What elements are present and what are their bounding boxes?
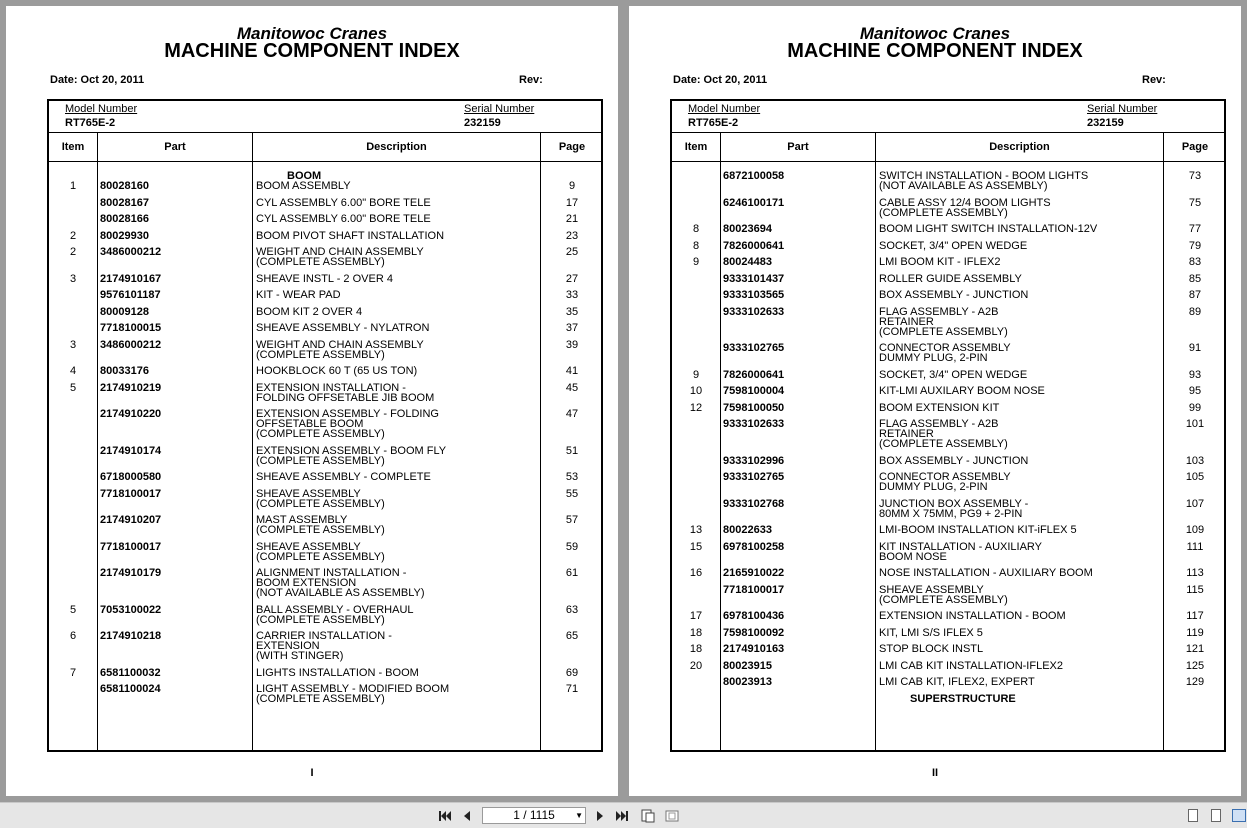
description-line: CONNECTOR ASSEMBLY — [879, 342, 1011, 354]
page-number: 89 — [1188, 305, 1202, 318]
description-line: (COMPLETE ASSEMBLY) — [879, 325, 1008, 338]
description-line: MAST ASSEMBLY — [256, 514, 348, 526]
description-line: LMI CAB KIT INSTALLATION-IFLEX2 — [879, 659, 1063, 672]
page-number: 105 — [1185, 471, 1205, 483]
item-number: 18 — [689, 643, 703, 655]
part-number: 80033176 — [100, 365, 149, 377]
page-number: 107 — [1185, 497, 1205, 510]
description-line: STOP BLOCK INSTL — [879, 643, 984, 655]
page-number: 111 — [1186, 540, 1204, 553]
divider — [672, 161, 1224, 162]
item-number: 4 — [69, 365, 77, 377]
section-heading: BOOM — [287, 170, 322, 182]
description-line: KIT - WEAR PAD — [256, 289, 341, 301]
part-number: 9333102633 — [723, 418, 785, 430]
description-line: EXTENSION INSTALLATION - BOOM — [879, 610, 1066, 622]
item-number: 8 — [692, 239, 700, 252]
description-line: OFFSETABLE BOOM — [256, 418, 364, 430]
serial-number-value: 232159 — [1087, 117, 1124, 129]
item-number: 16 — [689, 567, 703, 579]
description-line: (WITH STINGER) — [256, 650, 344, 662]
part-number: 2174910167 — [100, 272, 162, 285]
description-line: (COMPLETE ASSEMBLY) — [256, 524, 385, 536]
page-number: 113 — [1186, 567, 1204, 579]
page-number: 9 — [568, 180, 576, 192]
page-number: 21 — [565, 213, 579, 225]
part-number: 3486000212 — [100, 338, 162, 351]
part-number: 6872100058 — [723, 170, 785, 182]
rev-label: Rev: — [1142, 74, 1166, 86]
description-line: (COMPLETE ASSEMBLY) — [256, 550, 385, 563]
description-line: DUMMY PLUG, 2-PIN — [879, 481, 988, 493]
description-line: (COMPLETE ASSEMBLY) — [879, 593, 1008, 606]
page-number: 87 — [1188, 289, 1202, 301]
description-line: BOX ASSEMBLY - JUNCTION — [879, 289, 1029, 301]
page-number: 37 — [565, 322, 579, 334]
description-line: HOOKBLOCK 60 T (65 US TON) — [256, 365, 418, 377]
divider — [49, 132, 601, 133]
page-number: 95 — [1188, 385, 1202, 397]
page-number: 25 — [565, 246, 579, 258]
item-number: 5 — [69, 381, 77, 394]
serial-number-label: Serial Number — [1087, 103, 1158, 115]
description-line: BOOM ASSEMBLY — [256, 180, 351, 192]
component-table — [670, 99, 1226, 752]
part-number: 80024483 — [723, 256, 772, 268]
divider — [49, 161, 601, 162]
page-number: 35 — [565, 305, 579, 318]
part-number: 80029930 — [100, 229, 149, 242]
description-line: BOX ASSEMBLY - JUNCTION — [879, 454, 1029, 467]
description-line: KIT, LMI S/S IFLEX 5 — [879, 626, 983, 639]
item-number: 3 — [69, 272, 77, 285]
column-header-part: Part — [164, 141, 186, 153]
page-footer-number: II — [931, 767, 939, 779]
part-number: 7598100050 — [723, 401, 785, 414]
part-number: 2174910179 — [100, 567, 162, 579]
description-line: LIGHTS INSTALLATION - BOOM — [256, 666, 419, 679]
first-page-icon[interactable] — [437, 808, 453, 824]
part-number: 80028167 — [100, 196, 149, 209]
page-number: 55 — [565, 487, 579, 500]
description-line: FOLDING OFFSETABLE JIB BOOM — [256, 391, 435, 404]
page-number: 39 — [565, 338, 579, 351]
description-line: LMI CAB KIT, IFLEX2, EXPERT — [879, 676, 1035, 688]
column-header-item: Item — [684, 141, 708, 153]
part-number: 7826000641 — [723, 239, 785, 252]
description-line: ALIGNMENT INSTALLATION - — [256, 567, 407, 579]
document-page-left — [6, 6, 618, 796]
part-number: 7718100015 — [100, 322, 162, 334]
description-line: SHEAVE ASSEMBLY - NYLATRON — [256, 322, 430, 334]
page-number: 109 — [1185, 524, 1205, 536]
chevron-down-icon: ▼ — [575, 811, 583, 820]
part-number: 80028166 — [100, 213, 149, 225]
description-line: (COMPLETE ASSEMBLY) — [256, 693, 385, 705]
item-number: 5 — [69, 603, 77, 616]
description-line: (COMPLETE ASSEMBLY) — [256, 497, 385, 510]
description-line: BOOM PIVOT SHAFT INSTALLATION — [256, 229, 445, 242]
date-label: Date: Oct 20, 2011 — [50, 74, 145, 86]
part-number: 7598100092 — [723, 626, 785, 639]
brand-name: Manitowoc Cranes — [236, 24, 388, 43]
column-header-item: Item — [61, 141, 85, 153]
page-number: 63 — [565, 603, 579, 616]
item-number: 6 — [69, 630, 77, 642]
page-number: 125 — [1185, 659, 1205, 672]
item-number: 7 — [69, 666, 77, 679]
item-number: 13 — [689, 524, 703, 536]
description-line: RETAINER — [879, 315, 934, 328]
page-number: 61 — [565, 567, 579, 579]
model-number-label: Model Number — [65, 103, 138, 115]
serial-number-label: Serial Number — [464, 103, 535, 115]
description-line: (COMPLETE ASSEMBLY) — [256, 454, 385, 467]
part-number: 80009128 — [100, 305, 149, 318]
item-number: 8 — [692, 223, 700, 235]
description-line: SHEAVE INSTL - 2 OVER 4 — [256, 272, 393, 285]
part-number: 3486000212 — [100, 246, 162, 258]
item-number: 17 — [689, 610, 703, 622]
part-number: 2174910174 — [100, 444, 162, 457]
page-number: 57 — [565, 514, 579, 526]
part-number: 80023694 — [723, 223, 772, 235]
page-number: 77 — [1188, 223, 1202, 235]
page-number: 41 — [565, 365, 579, 377]
description-line: EXTENSION ASSEMBLY - FOLDING — [256, 408, 439, 420]
page-number: 115 — [1186, 583, 1204, 596]
part-number: 80028160 — [100, 180, 149, 192]
page-number: 91 — [1188, 342, 1202, 354]
part-number: 2174910219 — [100, 381, 162, 394]
part-number: 7718100017 — [723, 583, 785, 596]
part-number: 9333102768 — [723, 497, 785, 510]
page-number: 47 — [565, 408, 579, 420]
description-line: EXTENSION ASSEMBLY - BOOM FLY — [256, 444, 447, 457]
description-line: KIT-LMI AUXILARY BOOM NOSE — [879, 385, 1045, 397]
description-line: NOSE INSTALLATION - AUXILIARY BOOM — [879, 567, 1093, 579]
column-header-page: Page — [1181, 141, 1209, 153]
page-number: 73 — [1188, 170, 1202, 182]
column-divider — [540, 132, 541, 750]
description-line: LMI-BOOM INSTALLATION KIT-iFLEX 5 — [879, 524, 1077, 536]
part-number: 80022633 — [723, 524, 772, 536]
description-line: BOOM KIT 2 OVER 4 — [256, 305, 363, 318]
description-line: BALL ASSEMBLY - OVERHAUL — [256, 603, 414, 616]
column-divider — [97, 132, 98, 750]
description-line: WEIGHT AND CHAIN ASSEMBLY — [256, 338, 424, 351]
description-line: WEIGHT AND CHAIN ASSEMBLY — [256, 246, 424, 258]
page-number: 121 — [1185, 643, 1205, 655]
column-divider — [875, 132, 876, 750]
divider — [672, 132, 1224, 133]
part-number: 6978100258 — [723, 540, 785, 553]
page-number: 119 — [1186, 626, 1204, 639]
model-number-label: Model Number — [688, 103, 761, 115]
description-line: SWITCH INSTALLATION - BOOM LIGHTS — [879, 170, 1089, 182]
fit-page-icon[interactable] — [664, 808, 680, 824]
part-number: 6581100024 — [100, 683, 161, 695]
description-line: EXTENSION — [256, 640, 320, 652]
model-number-value: RT765E-2 — [65, 117, 116, 129]
model-number-value: RT765E-2 — [688, 117, 739, 129]
section-heading: SUPERSTRUCTURE — [910, 692, 1016, 705]
brand-name: Manitowoc Cranes — [859, 24, 1011, 43]
document-title: MACHINE COMPONENT INDEX — [787, 40, 1083, 62]
page-number: 27 — [565, 272, 579, 285]
part-number: 7718100017 — [100, 540, 162, 553]
serial-number-value: 232159 — [464, 117, 501, 129]
facing-pages-icon[interactable] — [1232, 809, 1246, 822]
description-line: CYL ASSEMBLY 6.00" BORE TELE — [256, 196, 431, 209]
description-line: EXTENSION INSTALLATION - — [256, 381, 406, 394]
column-divider — [720, 132, 721, 750]
column-header-page: Page — [558, 141, 586, 153]
item-number: 1 — [69, 180, 77, 192]
page-number: 99 — [1188, 401, 1202, 414]
page-number-selector[interactable] — [482, 807, 586, 824]
part-number: 2174910163 — [723, 643, 785, 655]
page-indicator: 1 / 1115 — [513, 808, 555, 822]
page-number: 129 — [1185, 676, 1205, 688]
page-number: 65 — [565, 630, 579, 642]
description-line: BOOM NOSE — [879, 550, 947, 563]
last-page-icon[interactable] — [614, 808, 630, 824]
page-number: 75 — [1188, 196, 1202, 209]
description-line: SHEAVE ASSEMBLY — [256, 487, 361, 500]
part-number: 9333102765 — [723, 471, 785, 483]
column-header-description: Description — [989, 141, 1050, 153]
item-number: 18 — [689, 626, 703, 639]
part-number: 2174910218 — [100, 630, 162, 642]
page-number: 85 — [1188, 272, 1202, 285]
component-table — [47, 99, 603, 752]
part-number: 9333102996 — [723, 454, 785, 467]
part-number: 9333103565 — [723, 289, 785, 301]
description-line: (NOT AVAILABLE AS ASSEMBLY) — [879, 180, 1048, 192]
description-line: CYL ASSEMBLY 6.00" BORE TELE — [256, 213, 431, 225]
description-line: SOCKET, 3/4" OPEN WEDGE — [879, 239, 1028, 252]
description-line: (NOT AVAILABLE AS ASSEMBLY) — [256, 587, 425, 599]
item-number: 20 — [689, 659, 703, 672]
single-page-icon[interactable] — [1188, 809, 1198, 822]
description-line: (COMPLETE ASSEMBLY) — [256, 348, 385, 361]
item-number: 9 — [692, 256, 700, 268]
page-number: 23 — [565, 229, 579, 242]
page-number: 71 — [565, 683, 579, 695]
part-number: 80023913 — [723, 676, 772, 688]
part-number: 6978100436 — [723, 610, 785, 622]
page-number: 83 — [1188, 256, 1202, 268]
description-line: BOOM LIGHT SWITCH INSTALLATION-12V — [879, 223, 1098, 235]
item-number: 10 — [689, 385, 703, 397]
description-line: CABLE ASSY 12/4 BOOM LIGHTS — [879, 196, 1051, 209]
description-line: RETAINER — [879, 428, 934, 440]
part-number: 9333101437 — [723, 272, 785, 285]
column-header-part: Part — [787, 141, 809, 153]
prev-page-icon[interactable] — [459, 808, 475, 824]
page-number: 101 — [1185, 418, 1205, 430]
part-number: 7053100022 — [100, 603, 162, 616]
description-line: SOCKET, 3/4" OPEN WEDGE — [879, 368, 1028, 381]
page-number: 17 — [565, 196, 579, 209]
description-line: FLAG ASSEMBLY - A2B — [879, 418, 999, 430]
viewer-toolbar — [0, 802, 1247, 828]
description-line: LMI BOOM KIT - IFLEX2 — [879, 256, 1001, 268]
page-number: 51 — [565, 444, 579, 457]
page-number: 93 — [1188, 368, 1202, 381]
part-number: 2165910022 — [723, 567, 785, 579]
part-number: 7826000641 — [723, 368, 785, 381]
item-number: 3 — [69, 338, 77, 351]
part-number: 2174910220 — [100, 408, 162, 420]
description-line: SHEAVE ASSEMBLY — [879, 583, 984, 596]
description-line: DUMMY PLUG, 2-PIN — [879, 352, 988, 364]
description-line: (COMPLETE ASSEMBLY) — [256, 613, 385, 626]
description-line: CARRIER INSTALLATION - — [256, 630, 392, 642]
page-footer-number: I — [310, 767, 314, 779]
part-number: 2174910207 — [100, 514, 162, 526]
part-number: 9333102765 — [723, 342, 785, 354]
page-number: 117 — [1186, 610, 1204, 622]
description-line: BOOM EXTENSION KIT — [879, 401, 1000, 414]
part-number: 6581100032 — [100, 666, 161, 679]
page-number: 53 — [565, 471, 579, 483]
part-number: 7598100004 — [723, 385, 785, 397]
description-line: (COMPLETE ASSEMBLY) — [256, 256, 385, 268]
rotate-icon[interactable] — [640, 808, 656, 824]
document-title: MACHINE COMPONENT INDEX — [164, 40, 460, 62]
page-number: 59 — [565, 540, 579, 553]
part-number: 9333102633 — [723, 305, 785, 318]
description-line: BOOM EXTENSION — [256, 577, 357, 589]
description-line: JUNCTION BOX ASSEMBLY - — [879, 497, 1029, 510]
description-line: 80MM X 75MM, PG9 + 2-PIN — [879, 507, 1023, 520]
description-line: CONNECTOR ASSEMBLY — [879, 471, 1011, 483]
part-number: 6246100171 — [723, 196, 785, 209]
item-number: 9 — [692, 368, 700, 381]
description-line: KIT INSTALLATION - AUXILIARY — [879, 540, 1043, 553]
page-number: 79 — [1188, 239, 1202, 252]
description-line: ROLLER GUIDE ASSEMBLY — [879, 272, 1022, 285]
page-number: 103 — [1185, 454, 1205, 467]
item-number: 2 — [69, 246, 77, 258]
description-line: (COMPLETE ASSEMBLY) — [879, 438, 1008, 450]
description-line: SHEAVE ASSEMBLY — [256, 540, 361, 553]
description-line: LIGHT ASSEMBLY - MODIFIED BOOM — [256, 683, 450, 695]
description-line: (COMPLETE ASSEMBLY) — [879, 206, 1008, 219]
item-number: 2 — [69, 229, 77, 242]
column-header-description: Description — [366, 141, 427, 153]
part-number: 6718000580 — [100, 471, 162, 483]
item-number: 12 — [689, 401, 703, 414]
description-line: FLAG ASSEMBLY - A2B — [879, 305, 999, 318]
document-page-right — [629, 6, 1241, 796]
date-label: Date: Oct 20, 2011 — [673, 74, 768, 86]
column-divider — [252, 132, 253, 750]
page-number: 69 — [565, 666, 579, 679]
rev-label: Rev: — [519, 74, 543, 86]
description-line: SHEAVE ASSEMBLY - COMPLETE — [256, 471, 431, 483]
continuous-page-icon[interactable] — [1211, 809, 1221, 822]
item-number: 15 — [689, 540, 703, 553]
page-number: 45 — [565, 381, 579, 394]
part-number: 7718100017 — [100, 487, 162, 500]
description-line: (COMPLETE ASSEMBLY) — [256, 428, 385, 440]
part-number: 80023915 — [723, 659, 772, 672]
part-number: 9576101187 — [100, 289, 161, 301]
page-number: 33 — [565, 289, 579, 301]
next-page-icon[interactable] — [592, 808, 608, 824]
